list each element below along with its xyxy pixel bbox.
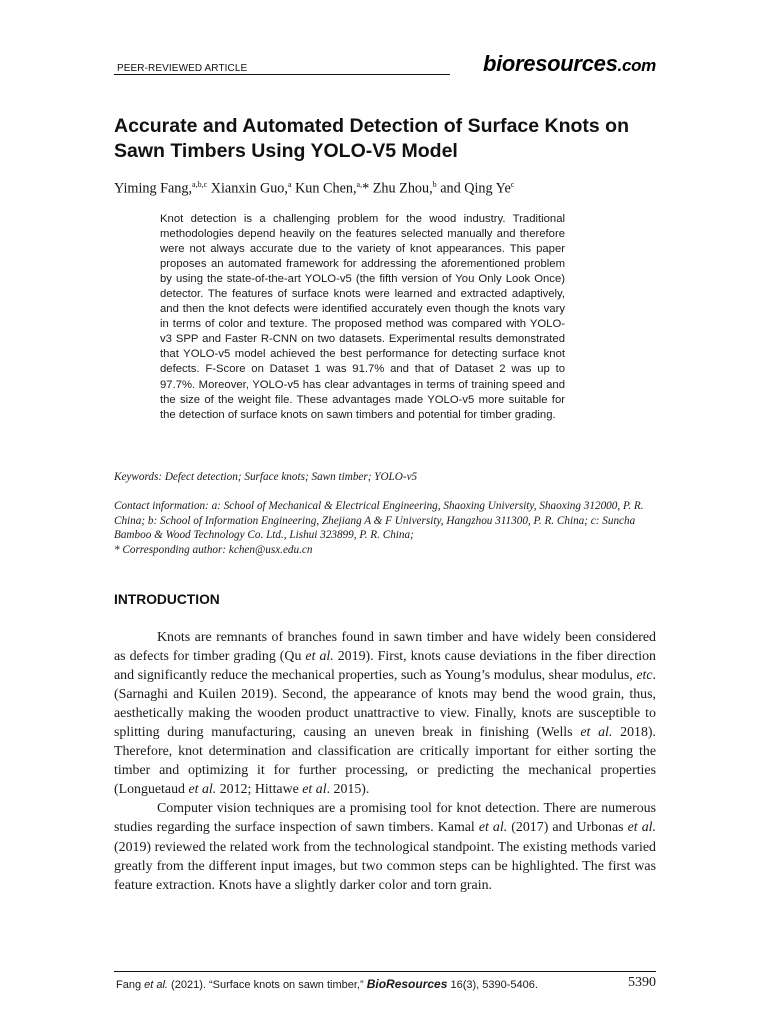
italic-run: et al. — [580, 725, 613, 741]
text-run: 2012; Hittawe — [216, 782, 303, 798]
author-name: * Zhu Zhou, — [362, 180, 433, 197]
abstract: Knot detection is a challenging problem for the wood industry. Traditional methodologies depend heavily on the features selected manually and therefore were not always accurate due to the variety of knot appearances. This paper proposes an automated framework for addressing the aforementioned problem by using the state-of-the-art YOLO-v5 (the fifth version of You Only Look Once) detector. The features of surface knots were learned and extracted adaptively, and then the knot defects were identified accurately even though the knots vary in terms of color and texture. The proposed method was compared with YOLO-v3 SPP and Faster R-CNN on two datasets. Experimental results demonstrated that YOLO-v5 model achieved the best performance for detecting surface knot defects. F-Score on Dataset 1 was 91.7% and that of Dataset 2 was up to 97.7%. Moreover, YOLO-v5 has clear advantages in terms of training speed and the size of the weight file. These advantages made YOLO-v5 more suitable for the detection of surface knots on sawn timbers and potential for timber grading. — [160, 213, 565, 421]
italic-run: etc — [636, 668, 653, 684]
author-name: Yiming Fang, — [114, 180, 193, 197]
author-list — [114, 176, 674, 198]
paragraph-1 — [114, 628, 656, 799]
text-run: . 2015). — [326, 782, 370, 798]
italic-run: et al. — [627, 820, 657, 836]
italic-run: et al. — [188, 782, 217, 798]
text-run: Knots are remnants of branches found in sawn timber and have widely been considered as defects for timber grading (Qu — [114, 630, 656, 665]
footer-rule — [114, 971, 656, 972]
italic-run: et al. — [478, 820, 508, 836]
italic-run: et al. — [305, 649, 334, 665]
page-number: 5390 — [628, 975, 656, 990]
paragraph-2 — [114, 799, 656, 894]
journal-brand-link[interactable] — [483, 51, 656, 77]
author-affiliation-mark: b — [432, 180, 437, 189]
cite-author: Fang — [116, 979, 145, 991]
brand-tld: .com — [617, 56, 656, 75]
cite-volume-pages: 16(3), 5390-5406. — [447, 979, 538, 991]
author-affiliation-mark: a — [287, 180, 292, 189]
corresponding-author: * Corresponding author: kchen@usx.edu.cn — [114, 543, 313, 556]
introduction-body — [114, 628, 656, 895]
section-heading-introduction: INTRODUCTION — [114, 592, 220, 607]
text-run: 2018). Therefore, knot determination and classification are critically important for either sorting the timber and optimizing it for further processing, or predicting the mechanical properties (Longuetaud — [114, 725, 656, 798]
author-name: Xianxin Guo, — [207, 180, 288, 197]
cite-etal: et al. — [144, 979, 168, 991]
contact-information — [114, 499, 662, 557]
text-run: (2019) reviewed the related work from the technological standpoint. The existing methods varied greatly from the different input images, but two common steps can be highlighted. The first was feature extraction. Knots have a slightly darker color and torn grain. — [114, 839, 656, 893]
text-run: (2017) and Urbonas — [507, 820, 628, 836]
cite-journal: BioResources — [366, 977, 448, 991]
italic-run: et al — [302, 782, 327, 798]
text-run: Computer vision techniques are a promising tool for knot detection. There are numerous studies regarding the surface inspection of sawn timbers. Kamal — [114, 801, 656, 836]
author-affiliation-mark: c — [510, 180, 515, 189]
header-rule — [114, 74, 450, 75]
author-name: Kun Chen, — [291, 180, 357, 197]
author-name: and Qing Ye — [436, 180, 511, 197]
article-title: Accurate and Automated Detection of Surface Knots on Sawn Timbers Using YOLO-V5 Model — [114, 115, 630, 162]
article-type-label: PEER-REVIEWED ARTICLE — [117, 63, 248, 74]
cite-title: (2021). “Surface knots on sawn timber,” — [168, 979, 367, 991]
author-affiliation-mark: a,b,c — [192, 180, 208, 189]
affiliations: Contact information: a: School of Mechanical & Electrical Engineering, Shaoxing University, Shaoxing 312000, P. R. China; b: School of Information Engineering, Zhejiang A & F University, Hangzhou 311300, P. R. China; c: Suncha Bamboo & Wood Technology Co. Ltd., Lishui 323899, P. R. China; — [114, 500, 644, 542]
page-header — [114, 48, 656, 74]
keywords: Keywords: Defect detection; Surface knots; Sawn timber; YOLO-v5 — [114, 471, 418, 483]
author-affiliation-mark: a, — [356, 180, 363, 189]
footer-citation — [116, 977, 538, 991]
brand-name: bioresources — [482, 51, 618, 76]
text-run: 2019). First, knots cause deviations in the fiber direction and significantly reduce the mechanical properties, such as Young’s modulus, shear modulus, — [114, 649, 656, 684]
text-run: . (Sarnaghi and Kuilen 2019). Second, the appearance of knots may bend the wood grain, thus, aesthetically making the wooden product unattractive to view. Finally, knots are susceptible to splitting during manufacturing, causing an uneven break in finishing (Wells — [114, 668, 656, 741]
